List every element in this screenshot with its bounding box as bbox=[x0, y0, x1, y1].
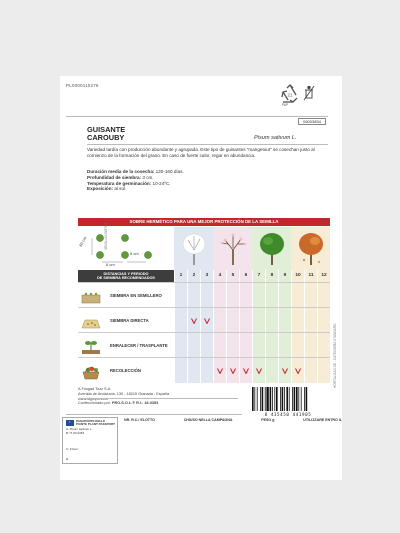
row-label: SIEMBRA DIRECTA bbox=[110, 318, 149, 323]
barcode-number: 8 435450 441905 bbox=[264, 412, 312, 417]
calendar-cell bbox=[265, 283, 278, 308]
month-9: 9 bbox=[278, 270, 291, 282]
calendar-cell bbox=[265, 333, 278, 358]
company-address: Avenida de Andalucía, 130 - 18015 Granada - España bbox=[78, 391, 170, 396]
barcode-bar bbox=[254, 387, 255, 411]
calendar-cell bbox=[252, 283, 265, 308]
calendar-cell bbox=[174, 333, 187, 358]
row-spacing-label: 60 cm bbox=[78, 235, 88, 248]
weight-label: PESO g bbox=[261, 418, 275, 422]
description: Variedad tardía con producción abundante y agrupada. Este tipo de guisantes "mangetout" se cosechan justo al comienzo de la formación del grano. En caso de fuerte calor, regar en abundancia. bbox=[87, 147, 315, 158]
passport-title: PASAPORTE DELLE PIANTE PLANT PASSPORT bbox=[76, 418, 115, 427]
month-11: 11 bbox=[304, 270, 317, 282]
side-code: SEMILLAS BOTHA bbox=[104, 222, 108, 250]
calendar-cell bbox=[226, 283, 239, 308]
calendar-cell bbox=[252, 308, 265, 333]
seed-packet bbox=[60, 76, 342, 480]
recycle-icon bbox=[279, 83, 301, 105]
calendar-cell bbox=[304, 283, 317, 308]
calendar-cell bbox=[174, 358, 187, 383]
calendar-cell bbox=[239, 333, 252, 358]
barcode-bar bbox=[286, 387, 288, 411]
barcode-bar bbox=[304, 387, 305, 411]
calendar-cell bbox=[291, 333, 304, 358]
calendar-rows bbox=[78, 282, 330, 382]
season-summer bbox=[252, 227, 291, 270]
barcode-bar bbox=[282, 387, 284, 411]
calendar-cell bbox=[278, 358, 291, 383]
calendar-cell bbox=[213, 333, 226, 358]
calendar-cell bbox=[226, 308, 239, 333]
latin-name: Pisum sativum L. bbox=[254, 135, 297, 141]
spec-line: Exposición: al sol. bbox=[87, 186, 127, 192]
specs-list bbox=[87, 169, 184, 192]
check-mark-icon bbox=[282, 368, 288, 374]
barcode-bar bbox=[257, 387, 258, 411]
calendar-cell bbox=[278, 333, 291, 358]
month-4: 4 bbox=[213, 270, 226, 282]
check-mark-icon bbox=[191, 318, 197, 324]
company-website: www.sfgrupo.com bbox=[78, 396, 108, 401]
calendar-cell bbox=[226, 358, 239, 383]
autumn-tree-icon bbox=[296, 232, 326, 266]
barcode-bar bbox=[306, 387, 308, 411]
barcode-bar bbox=[280, 387, 281, 411]
calendar-cell bbox=[239, 283, 252, 308]
month-3: 3 bbox=[200, 270, 213, 282]
direct-sowing-icon bbox=[78, 308, 104, 333]
barcode-bar bbox=[265, 387, 266, 411]
calendar-cell bbox=[187, 333, 200, 358]
hermetic-banner: SOBRE HERMÉTICO PARA UNA MEJOR PROTECCIÓN DE LA SEMILLA bbox=[78, 218, 330, 226]
spacing-diagram bbox=[78, 227, 170, 270]
calendar-cell bbox=[239, 308, 252, 333]
barcode-bar bbox=[289, 387, 290, 411]
calendar-cell bbox=[291, 308, 304, 333]
plant-spacing-label: 8 cm bbox=[106, 262, 115, 267]
calendar-cell bbox=[265, 308, 278, 333]
calendar-cell bbox=[278, 283, 291, 308]
passport-c: C: F.Gen: bbox=[66, 447, 79, 451]
calendar-cell bbox=[278, 308, 291, 333]
calendar-cell bbox=[239, 358, 252, 383]
company-info bbox=[78, 387, 169, 401]
row-label: RECOLECCIÓN bbox=[110, 368, 141, 373]
calendar-cell bbox=[291, 283, 304, 308]
barcode-bar bbox=[274, 387, 275, 411]
transplant-icon bbox=[78, 333, 104, 358]
passport-b: B: IT 00-0353 bbox=[66, 431, 85, 435]
calendar-row bbox=[78, 282, 330, 307]
barcode-bar bbox=[301, 387, 302, 411]
calendar-cell bbox=[213, 358, 226, 383]
title-line-1: GUISANTE bbox=[87, 125, 126, 134]
barcode-bar bbox=[294, 387, 296, 411]
campaign-label: CHIUSO NELLA CAMPAGNA bbox=[183, 418, 233, 422]
barcode-bar bbox=[276, 387, 278, 411]
calendar-cell bbox=[291, 358, 304, 383]
plant-spacing-label: 8 cm bbox=[130, 251, 139, 256]
season-winter bbox=[174, 227, 213, 270]
plant-passport bbox=[62, 417, 118, 464]
bin-icon bbox=[303, 85, 315, 101]
calendar-cell bbox=[187, 358, 200, 383]
recycle-label: PAP bbox=[282, 103, 289, 107]
calendar-cell bbox=[317, 358, 330, 383]
calendar-cell bbox=[200, 333, 213, 358]
box-code: 06003854 bbox=[298, 118, 326, 125]
check-mark-icon bbox=[204, 318, 210, 324]
lot-label: NR. R.C./ ELOTTO bbox=[124, 418, 155, 422]
month-8: 8 bbox=[265, 270, 278, 282]
calendar-cell bbox=[213, 308, 226, 333]
barcode-bar bbox=[272, 387, 273, 411]
sowing-calendar bbox=[78, 270, 330, 382]
title-line-2: CAROUBY bbox=[87, 133, 125, 143]
month-2: 2 bbox=[187, 270, 200, 282]
check-mark-icon bbox=[230, 368, 236, 374]
calendar-cell bbox=[226, 333, 239, 358]
month-7: 7 bbox=[252, 270, 265, 282]
season-spring bbox=[213, 227, 252, 270]
month-12: 12 bbox=[317, 270, 330, 282]
summer-tree-icon bbox=[257, 232, 287, 266]
barcode-bar bbox=[298, 387, 299, 411]
calendar-cell bbox=[304, 358, 317, 383]
season-strip bbox=[174, 227, 330, 270]
calendar-cell bbox=[304, 333, 317, 358]
calendar-cell bbox=[200, 283, 213, 308]
barcode-bar bbox=[260, 387, 261, 411]
month-10: 10 bbox=[291, 270, 304, 282]
season-autumn bbox=[291, 227, 330, 270]
use-by-label: UTILIZZARE ENTRO IL bbox=[303, 418, 342, 422]
calendar-cell bbox=[174, 283, 187, 308]
calendar-cell bbox=[304, 308, 317, 333]
calendar-cell bbox=[187, 283, 200, 308]
calendar-row bbox=[78, 357, 330, 382]
check-mark-icon bbox=[217, 368, 223, 374]
barcode-bar bbox=[296, 387, 298, 411]
barcode bbox=[248, 387, 328, 413]
category-side-label: HORTALIZAS DE - CATEGORÍA STANDARD bbox=[333, 323, 337, 388]
calendar-cell bbox=[317, 283, 330, 308]
row-label: ENRALECER / TRASPLANTE bbox=[110, 343, 168, 348]
calendar-cell bbox=[252, 333, 265, 358]
svg-text:21: 21 bbox=[287, 92, 293, 98]
calendar-row bbox=[78, 307, 330, 332]
winter-tree-icon bbox=[179, 232, 209, 266]
spec-line: Profundidad de siembra: 3 cm. bbox=[87, 174, 154, 180]
calendar-cell bbox=[317, 333, 330, 358]
calendar-cell bbox=[213, 283, 226, 308]
product-title bbox=[87, 126, 125, 142]
spec-line: Duración media de la cosecha: 120-160 días. bbox=[87, 169, 184, 174]
check-mark-icon bbox=[256, 368, 262, 374]
harvest-basket-icon bbox=[78, 358, 104, 383]
packed-by: Confeccionado por: PRO.S.O.L.® R.I.: 18-0353 bbox=[78, 401, 159, 405]
check-mark-icon bbox=[243, 368, 249, 374]
month-1: 1 bbox=[174, 270, 187, 282]
barcode-bar bbox=[252, 387, 254, 411]
barcode-bar bbox=[270, 387, 272, 411]
barcode-bar bbox=[262, 387, 264, 411]
month-5: 5 bbox=[226, 270, 239, 282]
check-mark-icon bbox=[295, 368, 301, 374]
spec-line: Temperatura de germinación: 10-24ºC. bbox=[87, 180, 171, 186]
company-name: A.Fusgad Tozz S.A. bbox=[78, 387, 112, 391]
calendar-cell bbox=[317, 308, 330, 333]
eu-flag-icon: ✦ bbox=[66, 420, 74, 426]
passport-d: D: bbox=[66, 457, 69, 461]
month-6: 6 bbox=[239, 270, 252, 282]
calendar-cell bbox=[174, 308, 187, 333]
seedbed-icon bbox=[78, 283, 104, 308]
product-code: PL0000110276 bbox=[66, 83, 99, 88]
calendar-header: DISTANCIAS Y PERIODO DE SIEMBRA RECOMENDADOS bbox=[78, 270, 174, 282]
lot-info-labels bbox=[124, 418, 342, 422]
calendar-cell bbox=[200, 358, 213, 383]
calendar-cell bbox=[187, 308, 200, 333]
calendar-cell bbox=[265, 358, 278, 383]
divider bbox=[87, 144, 328, 145]
barcode-bar bbox=[292, 387, 293, 411]
divider bbox=[66, 116, 328, 117]
barcode-bar bbox=[266, 387, 268, 411]
calendar-cell bbox=[200, 308, 213, 333]
barcode-bar bbox=[284, 387, 285, 411]
calendar-cell bbox=[252, 358, 265, 383]
calendar-row bbox=[78, 332, 330, 357]
passport-a: A: Pisum sativum L. bbox=[66, 427, 93, 431]
row-label: SIEMBRA EN SEMILLERO bbox=[110, 293, 162, 298]
month-header bbox=[174, 270, 330, 282]
spring-tree-icon bbox=[218, 232, 248, 266]
